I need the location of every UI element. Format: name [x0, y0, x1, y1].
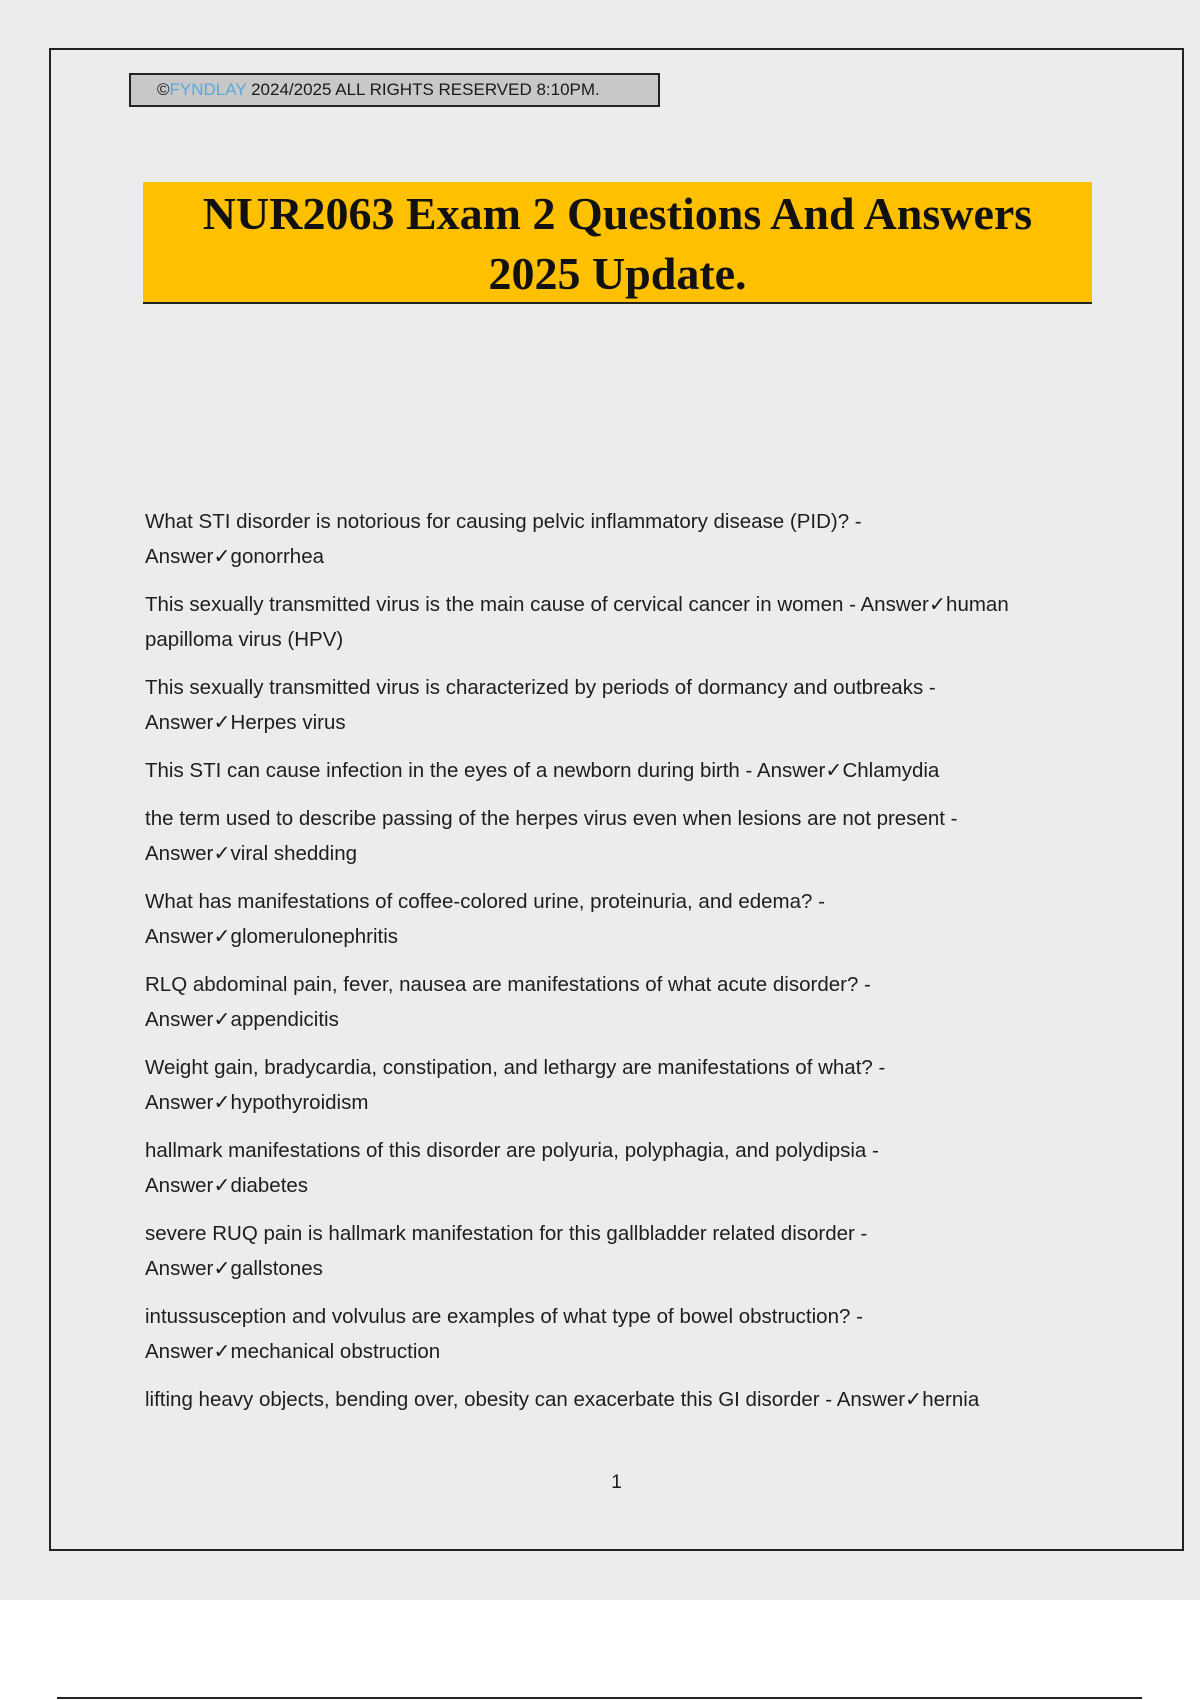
question-text: What STI disorder is notorious for causing pelvic inflammatory disease (PID)? - — [145, 510, 862, 533]
page-separator — [57, 1697, 1142, 1699]
qa-item — [145, 1133, 1095, 1203]
qa-item — [145, 1216, 1095, 1286]
answer-label: Answer✓ — [145, 1008, 231, 1031]
document-title — [143, 182, 1092, 304]
answer-label: Answer✓ — [145, 1257, 231, 1280]
answer-label: Answer✓ — [860, 593, 947, 616]
copyright-notice — [129, 73, 660, 107]
question-text: This sexually transmitted virus is characterized by periods of dormancy and outbreaks - — [145, 676, 936, 699]
qa-item — [145, 587, 1095, 657]
qa-item — [145, 1382, 1095, 1417]
answer-label: Answer✓ — [145, 711, 231, 734]
answer-text: Chlamydia — [842, 759, 940, 782]
question-text: RLQ abdominal pain, fever, nausea are manifestations of what acute disorder? - — [145, 973, 871, 996]
title-line-2: 2025 Update. — [488, 248, 747, 299]
qa-item — [145, 1299, 1095, 1369]
answer-label: Answer✓ — [145, 842, 231, 865]
qa-item — [145, 670, 1095, 740]
question-text: hallmark manifestations of this disorder are polyuria, polyphagia, and polydipsia - — [145, 1139, 879, 1162]
answer-text: mechanical obstruction — [230, 1340, 441, 1363]
question-text: the term used to describe passing of the herpes virus even when lesions are not present - — [145, 807, 958, 830]
answer-label: Answer✓ — [145, 1340, 231, 1363]
answer-text: diabetes — [230, 1174, 309, 1197]
page-number: 1 — [611, 1472, 622, 1493]
answer-label: Answer✓ — [145, 925, 231, 948]
qa-item — [145, 504, 1095, 574]
question-text: This sexually transmitted virus is the main cause of cervical cancer in women - — [145, 593, 861, 616]
question-text: Weight gain, bradycardia, constipation, and lethargy are manifestations of what? - — [145, 1056, 886, 1079]
question-text: lifting heavy objects, bending over, obesity can exacerbate this GI disorder - — [145, 1388, 837, 1411]
answer-label: Answer✓ — [145, 1174, 231, 1197]
answer-text: gonorrhea — [230, 545, 325, 568]
answer-text: hernia — [922, 1388, 980, 1411]
answer-text: appendicitis — [230, 1008, 339, 1031]
qa-item — [145, 1050, 1095, 1120]
qa-item — [145, 967, 1095, 1037]
answer-text: hypothyroidism — [230, 1091, 369, 1114]
answer-text: viral shedding — [230, 842, 358, 865]
qa-item — [145, 884, 1095, 954]
question-text: severe RUQ pain is hallmark manifestation for this gallbladder related disorder - — [145, 1222, 868, 1245]
question-text: intussusception and volvulus are examples of what type of bowel obstruction? - — [145, 1305, 863, 1328]
answer-text: Herpes virus — [230, 711, 346, 734]
copyright-symbol: © — [157, 80, 170, 99]
qa-list — [145, 504, 1095, 1430]
qa-item — [145, 801, 1095, 871]
title-line-1: NUR2063 Exam 2 Questions And Answers — [202, 188, 1033, 239]
question-text: What has manifestations of coffee-colored urine, proteinuria, and edema? - — [145, 890, 825, 913]
qa-item — [145, 753, 1095, 788]
answer-label: Answer✓ — [756, 759, 843, 782]
brand-name: FYNDLAY — [169, 80, 247, 99]
copyright-text: 2024/2025 ALL RIGHTS RESERVED 8:10PM. — [246, 80, 600, 99]
answer-label: Answer✓ — [145, 1091, 231, 1114]
answer-text: human papilloma virus (HPV) — [145, 593, 1009, 651]
answer-label: Answer✓ — [145, 545, 231, 568]
answer-text: glomerulonephritis — [230, 925, 399, 948]
answer-text: gallstones — [230, 1257, 323, 1280]
question-text: This STI can cause infection in the eyes of a newborn during birth - — [145, 759, 757, 782]
answer-label: Answer✓ — [836, 1388, 923, 1411]
